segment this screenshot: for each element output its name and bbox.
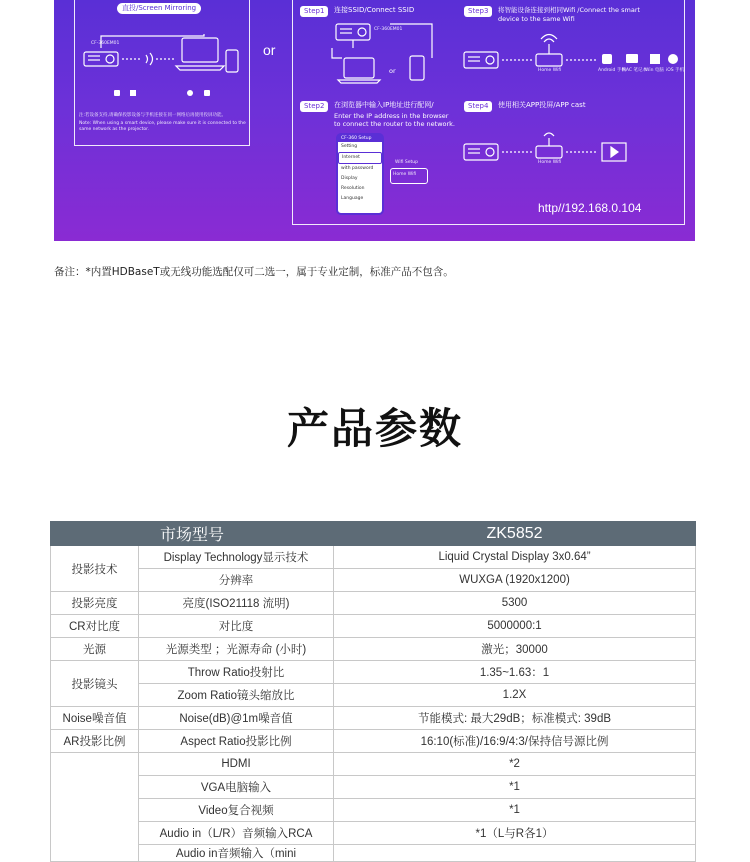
- value-cell: *1: [334, 776, 696, 799]
- value-cell: *2: [334, 753, 696, 776]
- table-row: [51, 799, 696, 822]
- param-cell: Video复合视频: [139, 799, 334, 822]
- table-row: [51, 661, 696, 684]
- step1-or: or: [389, 67, 396, 75]
- model-label: 市场型号: [51, 522, 334, 546]
- wireless-casting-banner: [54, 0, 695, 241]
- table-header-row: [51, 522, 696, 546]
- param-cell: VGA电脑输入: [139, 776, 334, 799]
- mirroring-note-en: Note: When using a smart device, please make sure it is connected to the same network as the projector.: [79, 121, 246, 132]
- projector-icon: [336, 24, 370, 40]
- param-cell: Aspect Ratio投影比例: [139, 730, 334, 753]
- android-icon: [114, 90, 120, 96]
- step3-text2: device to the same Wifi: [498, 15, 575, 23]
- table-row: [51, 615, 696, 638]
- step3-icon-mac: MAC 笔记本: [622, 68, 647, 73]
- step4-text: 使用相关APP投屏/APP cast: [498, 101, 586, 109]
- section-title: 产品参数: [286, 404, 463, 453]
- value-cell: WUXGA (1920x1200): [334, 569, 696, 592]
- group-cell: AR投影比例: [51, 730, 139, 753]
- home-wifi-box: [390, 168, 428, 184]
- group-cell: 投影亮度: [51, 592, 139, 615]
- or-divider: or: [263, 42, 276, 58]
- step3-icon-ios: iOS 手机: [666, 68, 685, 73]
- router-icon: [536, 54, 562, 66]
- value-cell: *1: [334, 799, 696, 822]
- value-cell: 1.2X: [334, 684, 696, 707]
- step1-tag: Step1: [300, 6, 328, 17]
- param-cell: HDMI: [139, 753, 334, 776]
- step2-text-cn: 在浏览器中输入IP地址进行配网/: [334, 101, 434, 109]
- group-cell: Noise噪音值: [51, 707, 139, 730]
- step4-tag: Step4: [464, 101, 492, 112]
- mirroring-diagram: [74, 20, 274, 130]
- param-cell: Audio in音频输入（mini: [139, 845, 334, 862]
- projector-icon: [84, 52, 118, 66]
- table-row: [51, 592, 696, 615]
- screen-mirroring-label: 直投/Screen Mirroring: [117, 3, 201, 14]
- mac-icon: [626, 54, 638, 63]
- table-row: [51, 638, 696, 661]
- projector-icon: [464, 52, 498, 68]
- step4-home-wifi: Home Wifi: [538, 160, 562, 165]
- group-cell: 投影镜头: [51, 661, 139, 707]
- table-row: [51, 776, 696, 799]
- step4-diagram: [462, 132, 642, 176]
- value-cell: Liquid Crystal Display 3x0.64”: [334, 546, 696, 569]
- model-value: ZK5852: [334, 522, 696, 546]
- param-cell: 光源类型 ；光源寿命 (小时): [139, 638, 334, 661]
- step3-icon-android: Android 手机: [598, 68, 626, 73]
- menu-item-language: Language: [341, 196, 364, 201]
- table-row: [51, 730, 696, 753]
- projector-icon: [464, 144, 498, 160]
- device-id-label: CF-360EM01: [91, 41, 120, 46]
- step3-home-wifi: Home Wifi: [538, 68, 562, 73]
- phone-icon: [226, 50, 238, 72]
- step3-icon-win: Win 电脑: [645, 68, 664, 73]
- param-cell: Noise(dB)@1m噪音值: [139, 707, 334, 730]
- step3-text1: 将智能设备连接到相同Wifi /Connect the smart: [498, 6, 641, 14]
- step1-device-label: CF-360EM01: [374, 27, 403, 32]
- step2-text-en2: to connect the router to the network.: [334, 120, 456, 128]
- value-cell: 5000000:1: [334, 615, 696, 638]
- table-row: [51, 569, 696, 592]
- table-row: [51, 822, 696, 845]
- phone-icon: [410, 56, 424, 80]
- menu-item-resolution: Resolution: [341, 186, 365, 191]
- table-row: [51, 707, 696, 730]
- value-cell: 节能模式: 最大29dB；标准模式: 39dB: [334, 707, 696, 730]
- spec-table: [50, 521, 696, 862]
- home-wifi-label: Home Wifi: [393, 172, 417, 177]
- laptop-icon: [344, 58, 374, 78]
- value-cell: 激光；30000: [334, 638, 696, 661]
- step3-tag: Step3: [464, 6, 492, 17]
- param-cell: Display Technology显示技术: [139, 546, 334, 569]
- param-cell: 亮度(ISO21118 流明): [139, 592, 334, 615]
- laptop-icon: [182, 38, 218, 62]
- param-cell: 对比度: [139, 615, 334, 638]
- table-row: [51, 753, 696, 776]
- table-row: [51, 684, 696, 707]
- value-cell: 1.35~1.63：1: [334, 661, 696, 684]
- menu-item-password: with password: [341, 166, 374, 171]
- step2-tag: Step2: [300, 101, 328, 112]
- browser-setup-menu: [336, 133, 384, 215]
- param-cell: Throw Ratio投射比: [139, 661, 334, 684]
- value-cell: 16:10(标准)/16:9/4:3/保持信号源比例: [334, 730, 696, 753]
- value-cell: *1（L与R各1）: [334, 822, 696, 845]
- menu-item-display: Display: [341, 176, 358, 181]
- param-cell: Zoom Ratio镜头缩放比: [139, 684, 334, 707]
- apple-icon: [668, 54, 678, 64]
- windows-icon: [130, 90, 136, 96]
- step1-diagram: [330, 18, 450, 88]
- apple-icon: [187, 90, 193, 96]
- menu-item-internet: Internet: [338, 152, 382, 164]
- step1-text: 连接SSID/Connect SSID: [334, 6, 415, 14]
- footnote: 备注：*内置HDBaseT或无线功能选配仅可二选一，属于专业定制，标准产品不包含。: [54, 266, 454, 278]
- menu-item-setting: Setting: [341, 144, 358, 149]
- param-cell: Audio in（L/R）音频输入RCA: [139, 822, 334, 845]
- wifi-setup-label: Wifi Setup: [395, 160, 418, 165]
- step3-diagram: [462, 36, 685, 86]
- group-cell: 投影技术: [51, 546, 139, 592]
- group-cell: CR对比度: [51, 615, 139, 638]
- setup-ip-url: http//192.168.0.104: [538, 201, 642, 215]
- group-cell: 光源: [51, 638, 139, 661]
- value-cell: 5300: [334, 592, 696, 615]
- android-icon: [602, 54, 612, 64]
- group-cell: [51, 753, 139, 862]
- step2-text-en1: Enter the IP address in the browser: [334, 112, 449, 120]
- table-row: [51, 546, 696, 569]
- menu-title: CF-360 Setup: [338, 135, 382, 142]
- mac-icon: [204, 90, 210, 96]
- router-icon: [536, 146, 562, 158]
- mirroring-note-cn: 注:若设备支持,请确保投影设备与手机连接在同一网络后再使用投屏功能。: [79, 113, 226, 118]
- windows-icon: [650, 54, 660, 64]
- param-cell: 分辨率: [139, 569, 334, 592]
